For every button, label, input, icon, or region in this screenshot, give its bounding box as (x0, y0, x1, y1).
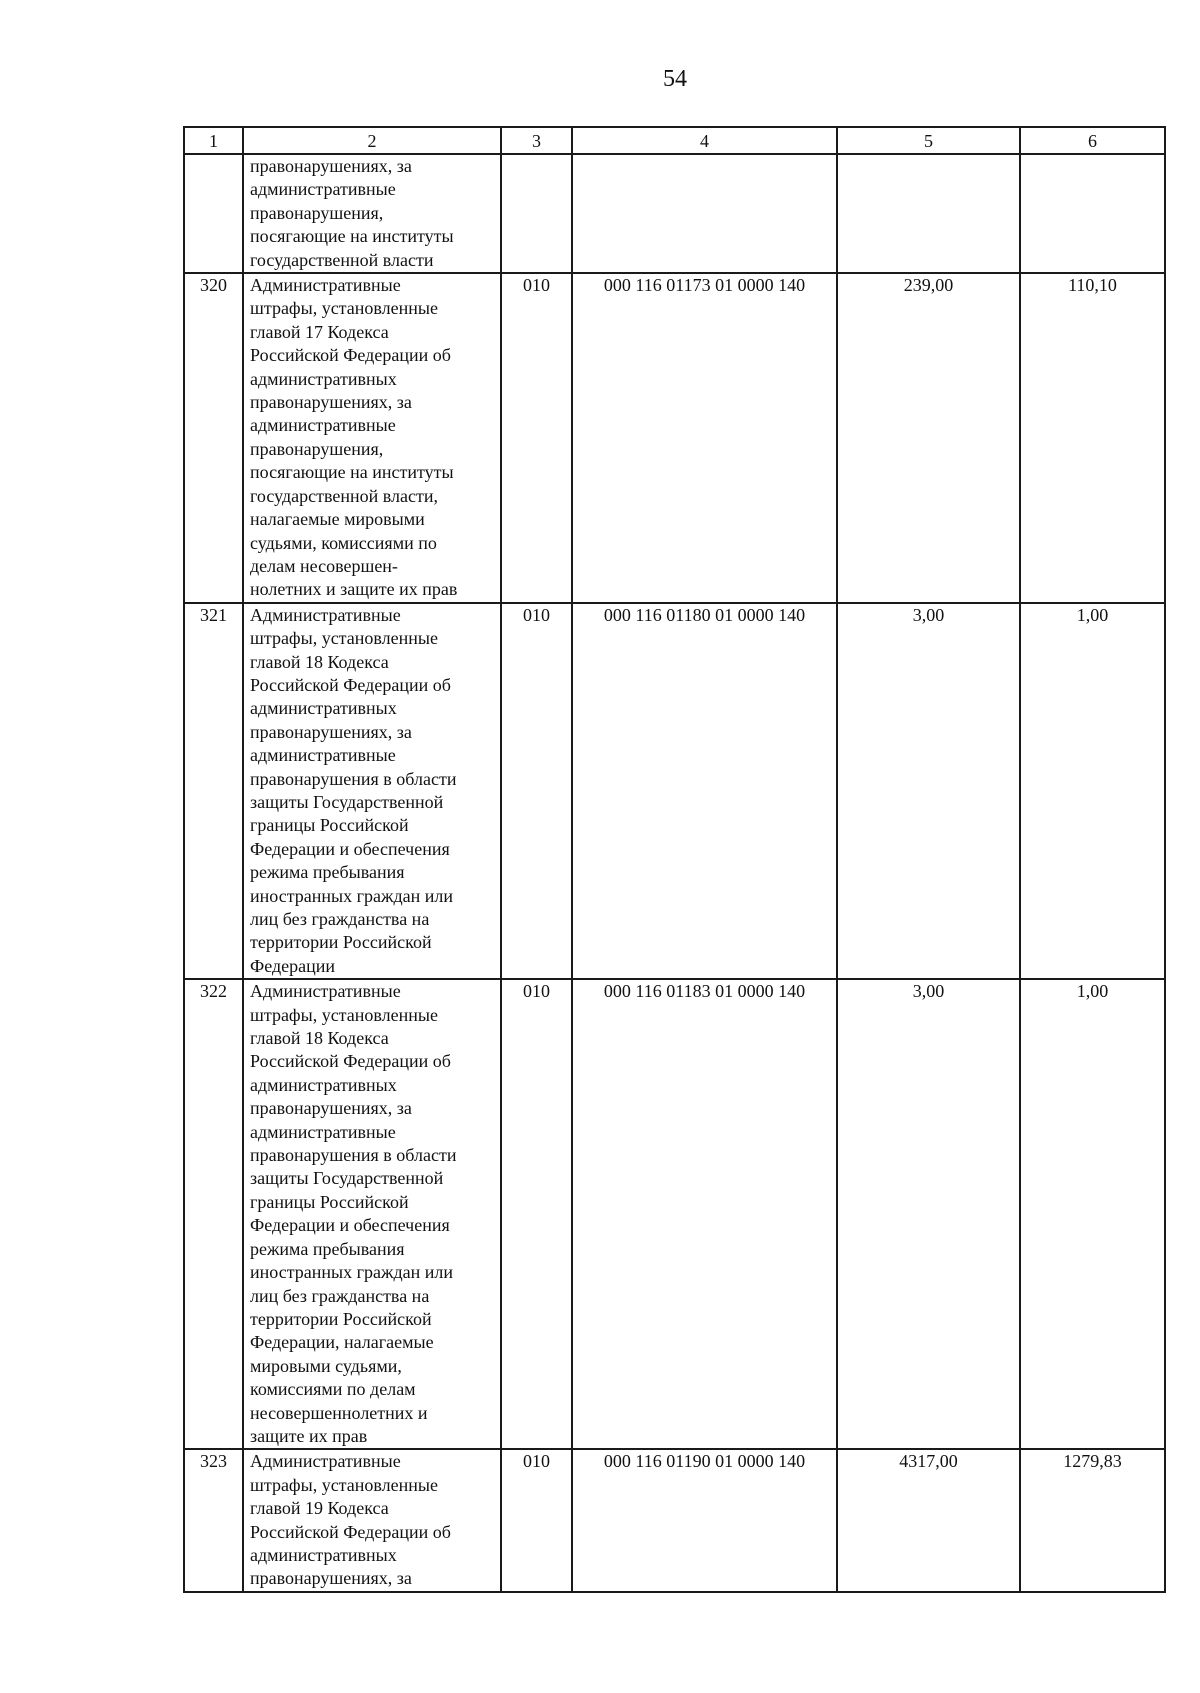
description-line: режима пребывания (250, 862, 405, 883)
plan-amount-cell: 4317,00 (837, 1449, 1020, 1591)
description-line: защите их прав (250, 1425, 368, 1446)
description-line: правонарушения, (250, 202, 384, 223)
description-line: административные (250, 179, 396, 200)
description-line: Административные (250, 981, 401, 1002)
description-cell (243, 979, 501, 1449)
description-line: посягающие на институты (250, 462, 454, 483)
description-line: штрафы, установленные (250, 298, 438, 319)
column-header-5: 5 (837, 127, 1020, 154)
description-line: Федерации (250, 955, 336, 976)
row-number-cell: 320 (184, 273, 243, 603)
column-header-1: 1 (184, 127, 243, 154)
description-line: правонарушениях, за (250, 721, 412, 742)
description-line: штрафы, установленные (250, 1474, 438, 1495)
description-line: административных (250, 698, 397, 719)
description-line: судьями, комиссиями по (250, 532, 437, 553)
budget-table (183, 126, 1166, 1593)
continued-description-cell (243, 154, 501, 273)
column-header-3: 3 (501, 127, 572, 154)
description-line: Российской Федерации об (250, 1051, 451, 1072)
kbk-code-cell: 000 116 01173 01 0000 140 (572, 273, 837, 603)
description-line: административных (250, 1074, 397, 1095)
description-line: штрафы, установленные (250, 1004, 438, 1025)
fact-amount-cell: 1,00 (1020, 603, 1165, 980)
table-row (184, 1449, 1165, 1591)
description-line: Российской Федерации об (250, 345, 451, 366)
description-cell (243, 273, 501, 603)
description-line: государственной власти, (250, 485, 439, 506)
description-line: правонарушениях, за (250, 392, 412, 413)
description-line: главой 18 Кодекса (250, 1028, 389, 1049)
continued-plan-cell (837, 154, 1020, 273)
description-line: лиц без гражданства на (250, 909, 430, 929)
description-line: Административные (250, 604, 401, 625)
description-line: Федерации и обеспечения (250, 1215, 450, 1236)
column-header-4: 4 (572, 127, 837, 154)
fact-amount-cell: 1,00 (1020, 979, 1165, 1449)
description-line: налагаемые мировыми (250, 509, 425, 530)
description-line: правонарушениях, за (250, 1098, 412, 1119)
description-line: Федерации и обеспечения (250, 838, 450, 859)
row-number-cell: 321 (184, 603, 243, 980)
description-line: режима пребывания (250, 1238, 405, 1259)
admin-code-cell: 010 (501, 979, 572, 1449)
description-line: посягающие на институты (250, 226, 454, 247)
description-line: Федерации, налагаемые (250, 1332, 434, 1353)
description-line: государственной власти (250, 249, 434, 270)
description-line: правонарушениях, за (250, 156, 412, 176)
description-line: лиц без гражданства на (250, 1285, 430, 1306)
continued-admin-cell (501, 154, 572, 273)
description-line: административные (250, 1121, 396, 1142)
description-line: делам несовершен- (250, 555, 398, 576)
table-row (184, 979, 1165, 1449)
fact-amount-cell: 1279,83 (1020, 1449, 1165, 1591)
continued-row (184, 154, 1165, 273)
description-line: Административные (250, 275, 401, 296)
column-header-6: 6 (1020, 127, 1165, 154)
description-line: главой 17 Кодекса (250, 321, 389, 342)
description-line: мировыми судьями, (250, 1355, 402, 1376)
description-line: границы Российской (250, 815, 409, 836)
description-cell (243, 603, 501, 980)
description-line: комиссиями по делам (250, 1379, 416, 1400)
plan-amount-cell: 239,00 (837, 273, 1020, 603)
admin-code-cell: 010 (501, 273, 572, 603)
description-cell (243, 1449, 501, 1591)
row-number-cell: 323 (184, 1449, 243, 1591)
description-line: границы Российской (250, 1191, 409, 1212)
description-line: несовершеннолетних и (250, 1402, 428, 1423)
description-line: административные (250, 745, 396, 766)
description-line: главой 18 Кодекса (250, 651, 389, 672)
description-line: иностранных граждан или (250, 1262, 453, 1283)
page-number: 54 (663, 66, 687, 92)
fact-amount-cell: 110,10 (1020, 273, 1165, 603)
description-line: иностранных граждан или (250, 885, 453, 906)
row-number-cell: 322 (184, 979, 243, 1449)
description-line: главой 19 Кодекса (250, 1498, 389, 1519)
description-line: защиты Государственной (250, 1168, 444, 1189)
description-line: административные (250, 415, 396, 436)
description-line: правонарушения в области (250, 768, 457, 789)
plan-amount-cell: 3,00 (837, 979, 1020, 1449)
admin-code-cell: 010 (501, 1449, 572, 1591)
description-line: защиты Государственной (250, 791, 444, 812)
description-line: территории Российской (250, 1308, 432, 1329)
column-header-2: 2 (243, 127, 501, 154)
description-line: правонарушениях, за (250, 1568, 412, 1589)
kbk-code-cell: 000 116 01190 01 0000 140 (572, 1449, 837, 1591)
description-line: административных (250, 368, 397, 389)
description-line: Российской Федерации об (250, 674, 451, 695)
description-line: правонарушения, (250, 438, 384, 459)
continued-kbk-cell (572, 154, 837, 273)
description-line: правонарушения в области (250, 1145, 457, 1166)
description-line: территории Российской (250, 932, 432, 953)
plan-amount-cell: 3,00 (837, 603, 1020, 980)
description-line: Административные (250, 1451, 401, 1472)
continued-fact-cell (1020, 154, 1165, 273)
column-number-header-row (184, 127, 1165, 154)
kbk-code-cell: 000 116 01180 01 0000 140 (572, 603, 837, 980)
kbk-code-cell: 000 116 01183 01 0000 140 (572, 979, 837, 1449)
description-line: Российской Федерации об (250, 1521, 451, 1542)
description-line: административных (250, 1544, 397, 1565)
description-line: штрафы, установленные (250, 628, 438, 649)
table-row (184, 603, 1165, 980)
table-row (184, 273, 1165, 603)
admin-code-cell: 010 (501, 603, 572, 980)
continued-num-cell (184, 154, 243, 273)
description-line: нолетних и защите их прав (250, 579, 458, 600)
